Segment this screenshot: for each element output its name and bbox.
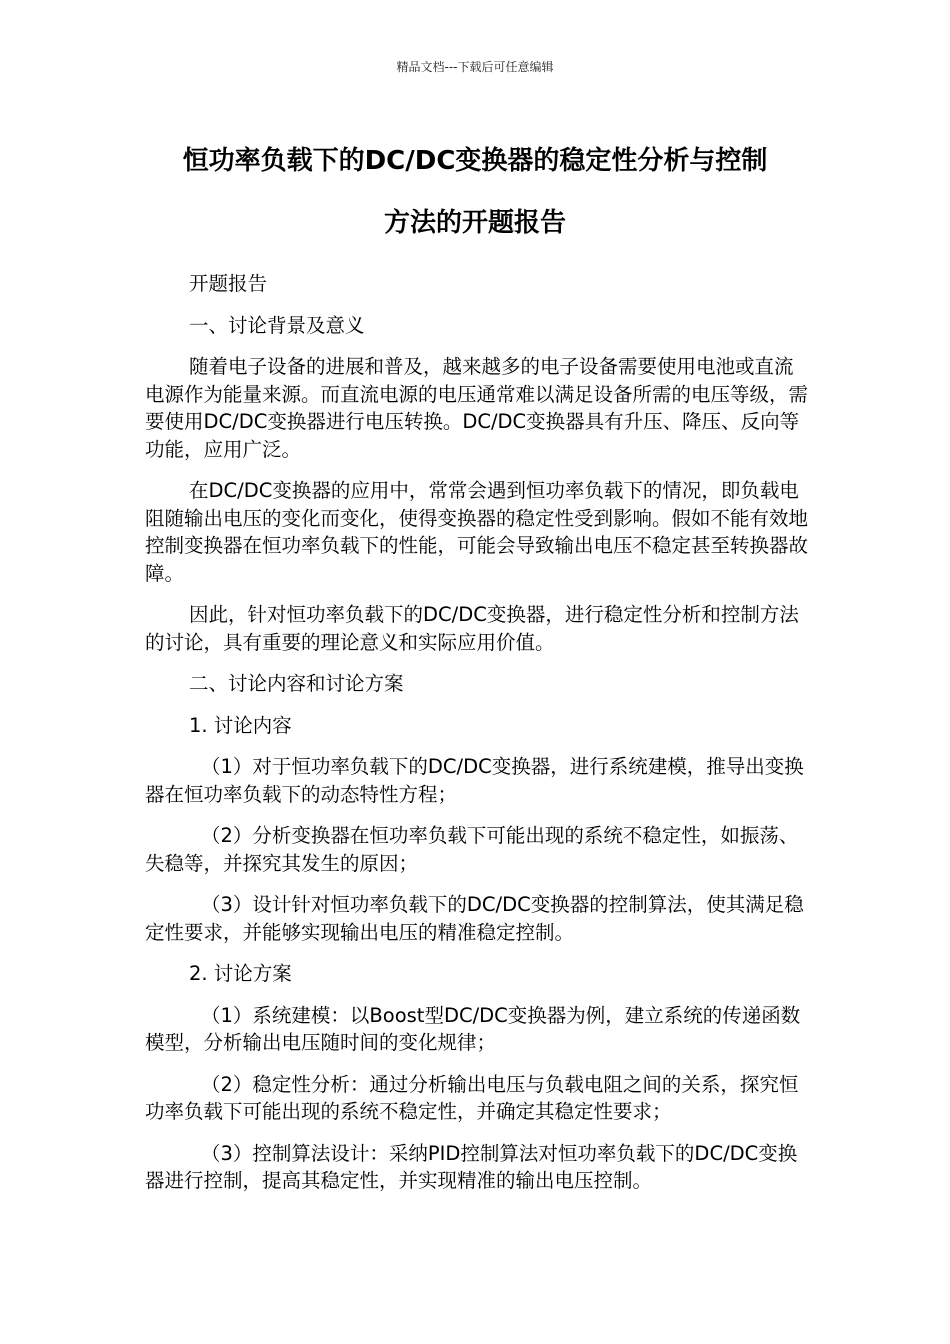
page-header: 精品文档---下载后可任意编辑 [396,60,554,74]
title-line-1: 恒功率负载下的DC/DC变换器的稳定性分析与控制 [182,146,768,176]
document-title [130,130,820,254]
paragraph: 因此，针对恒功率负载下的DC/DC变换器，进行稳定性分析和控制方法的讨论，具有重要的理论意义和实际应用价值。 [145,603,799,654]
list-item: （2）分析变换器在恒功率负载下可能出现的系统不稳定性，如振荡、失稳等，并探究其发生的原因； [145,824,799,875]
document-body [145,270,810,1209]
list-item: （3）控制算法设计：采纳PID控制算法对恒功率负载下的DC/DC变换器进行控制，提高其稳定性，并实现精准的输出电压控制。 [145,1141,798,1192]
list-item: （1）对于恒功率负载下的DC/DC变换器，进行系统建模，推导出变换器在恒功率负载下的动态特性方程； [145,755,804,806]
section-heading: 一、讨论背景及意义 [189,313,365,337]
list-item: （1）系统建模：以Boost型DC/DC变换器为例，建立系统的传递函数模型，分析输出电压随时间的变化规律； [145,1003,801,1054]
paragraph: 在DC/DC变换器的应用中，常常会遇到恒功率负载下的情况，即负载电阻随输出电压的变化而变化，使得变换器的稳定性受到影响。假如不能有效地控制变换器在恒功率负载下的性能，可能会导致输出电压不稳定甚至转换器故障。 [145,479,809,585]
section-heading: 二、讨论内容和讨论方案 [189,672,404,695]
title-line-2: 方法的开题报告 [383,208,566,238]
subsection-heading: 1. 讨论内容 [189,713,292,737]
list-item: （3）设计针对恒功率负载下的DC/DC变换器的控制算法，使其满足稳定性要求，并能够实现输出电压的精准稳定控制。 [145,893,804,944]
subsection-heading: 2. 讨论方案 [189,962,292,985]
report-label: 开题报告 [189,272,268,295]
list-item: （2）稳定性分析：通过分析输出电压与负载电阻之间的关系，探究恒功率负载下可能出现的系统不稳定性，并确定其稳定性要求； [145,1072,799,1123]
paragraph: 随着电子设备的进展和普及，越来越多的电子设备需要使用电池或直流电源作为能量来源。而直流电源的电压通常难以满足设备所需的电压等级，需要使用DC/DC变换器进行电压转换。DC/DC变换器具有升压、降压、反向等功能，应用广泛。 [145,355,809,461]
